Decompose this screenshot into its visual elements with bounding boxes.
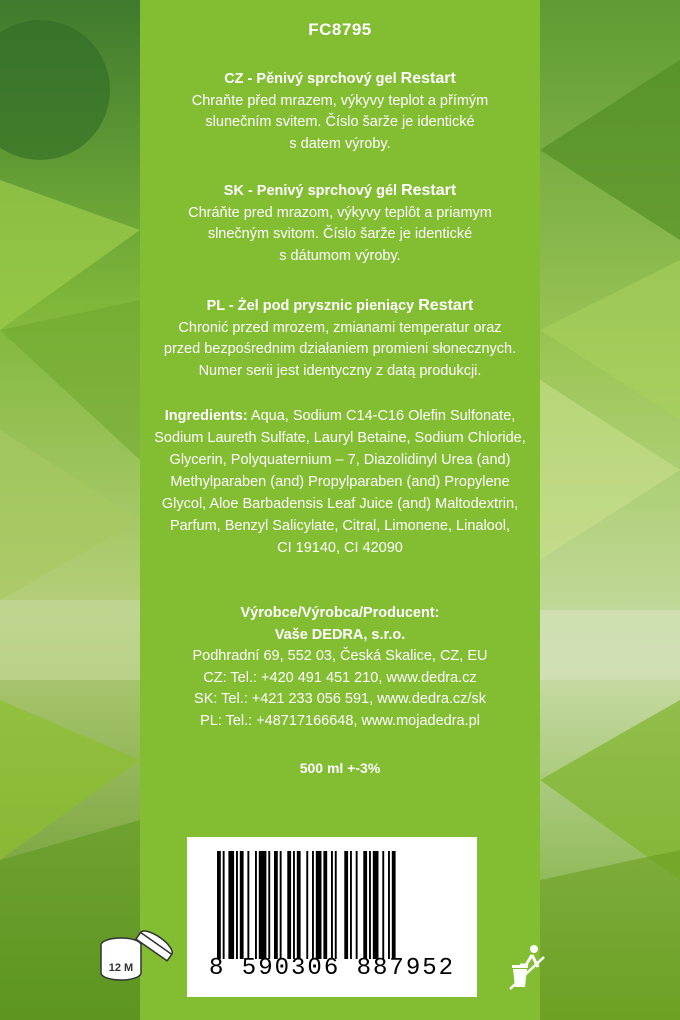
section-sk-line: s dátumom výroby.: [279, 247, 401, 264]
barcode-bar: [382, 851, 384, 959]
section-sk: [140, 180, 540, 267]
producer-info: [140, 603, 540, 732]
barcode-bar: [369, 851, 371, 959]
ingredients-line: Glycerin, Polyquaternium – 7, Diazolidinyl Urea (and): [169, 452, 511, 468]
ingredients-line: CI 19140, CI 42090: [277, 540, 403, 556]
section-pl: [140, 295, 540, 382]
section-cz-line: Chraňte před mrazem, výkyvy teplot a přímým: [191, 92, 489, 109]
barcode-bar: [274, 851, 278, 959]
section-cz-line: slunečním svitem. Číslo šarže je identické: [205, 114, 475, 130]
volume: 500 ml +-3%: [299, 760, 381, 776]
barcode-bar: [306, 851, 308, 959]
barcode-bar: [247, 851, 249, 959]
barcode-bar: [316, 851, 322, 959]
barcode-bar: [356, 851, 358, 959]
ingredients-line: Methylparaben (and) Propylparaben (and) Propylene: [170, 474, 510, 490]
barcode: [187, 837, 477, 997]
ingredients-line: Aqua, Sodium C14-C16 Olefin Sulfonate,: [247, 408, 516, 424]
barcode-bar: [392, 851, 396, 959]
barcode-bar: [223, 851, 225, 959]
section-pl-line: Chronić przed mrozem, zmianami temperatur oraz: [178, 319, 502, 336]
section-cz: [140, 68, 540, 155]
pao-jar-icon: [97, 925, 179, 987]
barcode-bar: [293, 851, 295, 959]
producer-line: PL: Tel.: +48717166648, www.mojadedra.pl: [200, 712, 480, 729]
producer-line: Podhradní 69, 552 03, Česká Skalice, CZ, EU: [192, 648, 488, 664]
background-left-art: [0, 0, 140, 1020]
ingredients-line: Parfum, Benzyl Salicylate, Citral, Limonene, Linalool,: [169, 518, 511, 534]
producer-line: SK: Tel.: +421 233 056 591, www.dedra.cz/sk: [194, 691, 486, 707]
barcode-bar: [323, 851, 327, 959]
barcode-bar: [373, 851, 379, 959]
section-sk-line: Chráňte pred mrazom, výkyvy teplôt a priamym: [188, 204, 492, 221]
barcode-bar: [217, 851, 221, 959]
barcode-bar: [312, 851, 314, 959]
barcode-bars: [217, 851, 447, 959]
barcode-bar: [268, 851, 270, 959]
barcode-bar: [255, 851, 257, 959]
barcode-bar: [331, 851, 333, 959]
background-right-art: [540, 0, 680, 1020]
section-pl-brand: Restart: [418, 297, 474, 314]
barcode-bar: [280, 851, 282, 959]
ingredients-label: Ingredients:: [164, 408, 248, 424]
barcode-bar: [363, 851, 367, 959]
barcode-bar: [335, 851, 337, 959]
section-cz-brand: Restart: [400, 70, 456, 87]
producer-company: Vaše DEDRA, s.r.o.: [274, 626, 406, 643]
section-pl-line: przed bezpośrednim działaniem promieni słonecznych.: [163, 341, 517, 357]
section-sk-brand: Restart: [401, 182, 457, 199]
barcode-bar: [287, 851, 291, 959]
section-sk-line: slnečným svitom. Číslo šarže je identické: [207, 226, 473, 242]
section-cz-line: s datem výroby.: [289, 135, 391, 152]
product-code: FC8795: [308, 20, 372, 39]
ingredients: [140, 405, 540, 559]
barcode-bar: [240, 851, 244, 959]
recycle-bin-icon: [508, 943, 548, 993]
barcode-bar: [236, 851, 238, 959]
ingredients-line: Glycol, Aloe Barbadensis Leaf Juice (and) Maltodextrin,: [161, 496, 519, 512]
section-pl-line: Numer serii jest identyczny z datą produkcji.: [198, 362, 482, 379]
section-sk-heading: SK - Penivý sprchový gél: [223, 183, 402, 199]
pao-label: 12 M: [108, 962, 134, 974]
barcode-bar: [228, 851, 234, 959]
barcode-number: 8 590306 887952: [209, 955, 456, 982]
section-cz-heading: CZ - Pěnivý sprchový gel: [224, 71, 401, 87]
section-pl-heading: PL - Żel pod prysznic pieniący: [206, 298, 419, 314]
barcode-bar: [297, 851, 301, 959]
producer-heading: Výrobce/Výrobca/Producent:: [240, 605, 440, 621]
barcode-bar: [344, 851, 348, 959]
producer-line: CZ: Tel.: +420 491 451 210, www.dedra.cz: [203, 669, 477, 686]
barcode-bar: [259, 851, 267, 959]
barcode-bar: [388, 851, 390, 959]
barcode-bar: [350, 851, 352, 959]
ingredients-line: Sodium Laureth Sulfate, Lauryl Betaine, Sodium Chloride,: [154, 430, 526, 446]
